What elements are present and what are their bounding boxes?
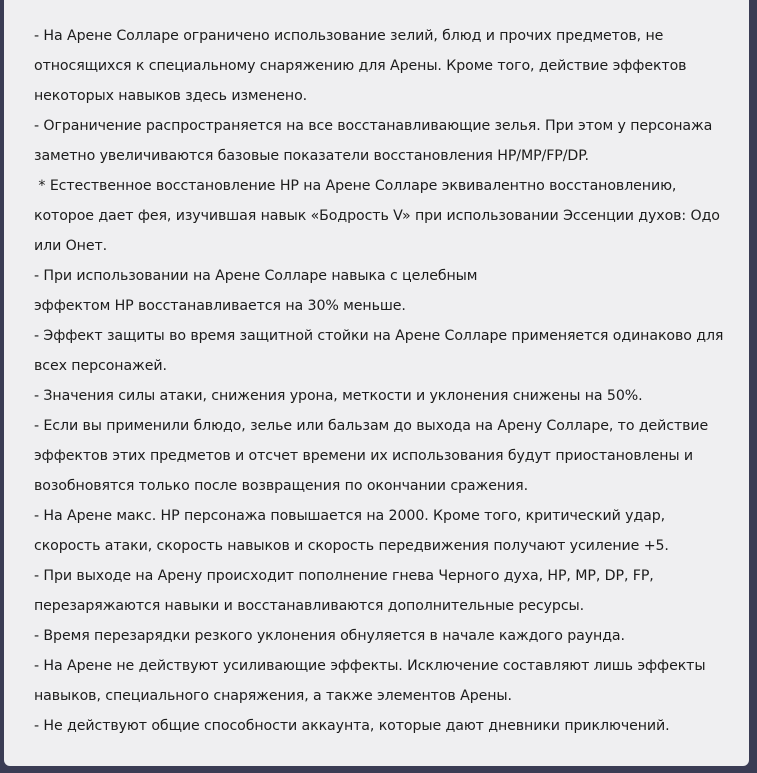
rules-text-line: - При выходе на Арену происходит пополнение гнева Черного духа, HP, MP, DP, FP, xyxy=(34,568,654,584)
rules-text-line: - Значения силы атаки, снижения урона, меткости и уклонения снижены на 50%. xyxy=(34,388,643,404)
rules-text-line: - На Арене Солларе ограничено использование зелий, блюд и прочих предметов, не xyxy=(34,28,664,44)
rules-text-line: навыков, специального снаряжения, а также элементов Арены. xyxy=(34,688,512,704)
rules-text-line: - Не действуют общие способности аккаунта, которые дают дневники приключений. xyxy=(34,718,670,734)
rules-text-line: скорость атаки, скорость навыков и скорость передвижения получают усиление +5. xyxy=(34,538,669,554)
rules-text-line: - Эффект защиты во время защитной стойки на Арене Солларе применяется одинаково для xyxy=(34,328,724,344)
rules-text-line: которое дает фея, изучившая навык «Бодрость V» при использовании Эссенции духов: Одо xyxy=(34,208,720,224)
rules-text-line: - На Арене не действуют усиливающие эффекты. Исключение составляют лишь эффекты xyxy=(34,658,706,674)
rules-text-line: - Ограничение распространяется на все восстанавливающие зелья. При этом у персонажа xyxy=(34,118,713,134)
rules-text-line: заметно увеличиваются базовые показатели восстановления HP/MP/FP/DP. xyxy=(34,148,589,164)
rules-text-line: - На Арене макс. HP персонажа повышается на 2000. Кроме того, критический удар, xyxy=(34,508,666,524)
rules-text-line: - При использовании на Арене Солларе навыка с целебным xyxy=(34,268,478,284)
rules-text-line: эффектов этих предметов и отсчет времени их использования будут приостановлены и xyxy=(34,448,694,464)
rules-text-line: некоторых навыков здесь изменено. xyxy=(34,88,308,104)
rules-text-line: относящихся к специальному снаряжению для Арены. Кроме того, действие эффектов xyxy=(34,58,687,74)
rules-text-line: или Онет. xyxy=(34,238,108,254)
rules-text-line: * Естественное восстановление HP на Арене Солларе эквивалентно восстановлению, xyxy=(34,178,677,194)
arena-rules-panel xyxy=(4,0,749,766)
rules-text-line: - Время перезарядки резкого уклонения обнуляется в начале каждого раунда. xyxy=(34,628,625,644)
rules-text-line: - Если вы применили блюдо, зелье или бальзам до выхода на Арену Солларе, то действие xyxy=(34,418,709,434)
rules-text-line: возобновятся только после возвращения по окончании сражения. xyxy=(34,478,528,494)
rules-text-line: всех персонажей. xyxy=(34,358,167,374)
rules-text-line: перезаряжаются навыки и восстанавливаются дополнительные ресурсы. xyxy=(34,598,585,614)
rules-text-line: эффектом HP восстанавливается на 30% меньше. xyxy=(34,298,406,314)
